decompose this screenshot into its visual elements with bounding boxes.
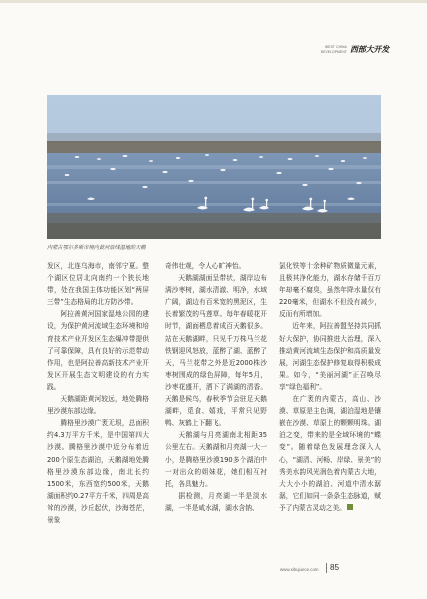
logo-english-line2: DEVELOPMENT xyxy=(320,49,347,54)
paragraph xyxy=(279,393,381,514)
article-end-mark-icon xyxy=(347,504,353,510)
paragraph: 天鹅湖距黄河较远，地处腾格里沙漠东部边缘。 xyxy=(47,395,149,416)
paragraph: 阿拉善黄河国家湿地公园的建设，为保护黄河流域生态环境和培育技术产业开发区生态爆冲带提供了可靠保障，具有良好的示范带动作用，也是阿拉善高新技术产业开发区开展生态文明建设的有力实践。 xyxy=(47,310,149,391)
article-column-1 xyxy=(47,260,149,526)
logo-english xyxy=(321,45,347,53)
article-column-2 xyxy=(165,260,267,514)
photo-caption: 内蒙古鄂尔多斯市境内黄河沿线湿地的天鹅 xyxy=(47,245,146,251)
paragraph: 氯化铁等十余种矿物质微量元素，且极其净化能力，湖水存储千百万年却毫不腐臭，虽然年降水量仅有220毫米，但湖水不但没有减少，反而有所增加。 xyxy=(279,262,381,319)
wetland-swan-photo xyxy=(47,95,381,239)
page-number: 85 xyxy=(330,563,340,572)
magazine-logo xyxy=(321,44,389,55)
footer-divider xyxy=(326,563,327,573)
logo-chinese: 西部大开发 xyxy=(350,44,389,54)
paragraph: 奇伟壮观，令人心旷神怡。 xyxy=(165,262,246,270)
paragraph: 天鹅湖湖面呈带状，湖岸边布满沙枣树，湖水清澈、明净，水域广阔，湖边有百米宽的黑泥区，生长着繁茂的马莲草。每年春暖花开时节，湖面栖息着成百天鹅很多。站在天鹅湖畔，只见千万株马兰花铁钢迎风怒放，蓝醉了湖、蓝醉了天，马兰花带之外是近2000株沙枣树围成的绿色屏障，每年5月，沙枣花盛开，洒下了满湖的清香。天鹅是候鸟，春秋季节会驻足天鹅湖畔，觅食、嬉戏，平常只见野鸭、灰鹤上下翻飞。 xyxy=(165,274,267,428)
paragraph: 据检测，月亮湖一半是淡水湖，一半是咸水湖，湖水含钠、 xyxy=(165,491,267,512)
paragraph: 近年来，阿拉善盟坚持共同抓好大保护，协同推进大治理，深入推动黄河流域生态保护和高质量发展，河湖生态保护修复取得积极成果。如今，“美丽河湖”正召唤尽享“绿色福利”。 xyxy=(279,322,381,391)
paragraph-text: 在广袤的内蒙古，高山、沙漠、草原是主色调，湖泊湿地是镶嵌在沙漠、草原上的颗颗明珠。湖泊之变，带来的是全域环境的“蝶变”。随着绿色发展理念深入人心，“湖清、河畅、岸绿、景美”的秀美水韵风光润色着内蒙古大地，大大小小的湖泊、河道中清水潺潺，它们如同一条条生态脉道，赋予了内蒙古灵动之美。 xyxy=(279,395,381,512)
top-rule xyxy=(0,0,427,3)
article-column-3 xyxy=(279,260,381,514)
logo-english-line1: WEST CHINA xyxy=(325,45,347,50)
photo-reed-band xyxy=(47,141,381,153)
footer-website-url: www.xibujuece.com xyxy=(280,567,319,572)
paragraph: 天鹅湖与月亮湖南北相距35公里左右。天鹅湖和月亮湖一大一小，是腾格里沙漠190多个湖泊中一对出众的姐妹花，她们相互衬托，各具魅力。 xyxy=(165,431,267,488)
paragraph: 腾格里沙漠广袤无垠，总面积约4.3万平方千米，是中国第四大沙漠。腾格里沙漠中近分布着近200个原生态湖泊，天鹅湖地处腾格里沙漠东部边缘，南北长约1500米，东西宽约500米，天鹅湖面积约0.27平方千米，四周是高耸的沙漠，沙丘起伏，沙海苍茫，景象 xyxy=(47,419,149,524)
paragraph: 发区，北连乌海市，南邻宁夏。整个湖区位居北向南约一个狭长地带，处在我国主体功能区划“两屏三带”生态格局的北方防沙带。 xyxy=(47,262,149,307)
